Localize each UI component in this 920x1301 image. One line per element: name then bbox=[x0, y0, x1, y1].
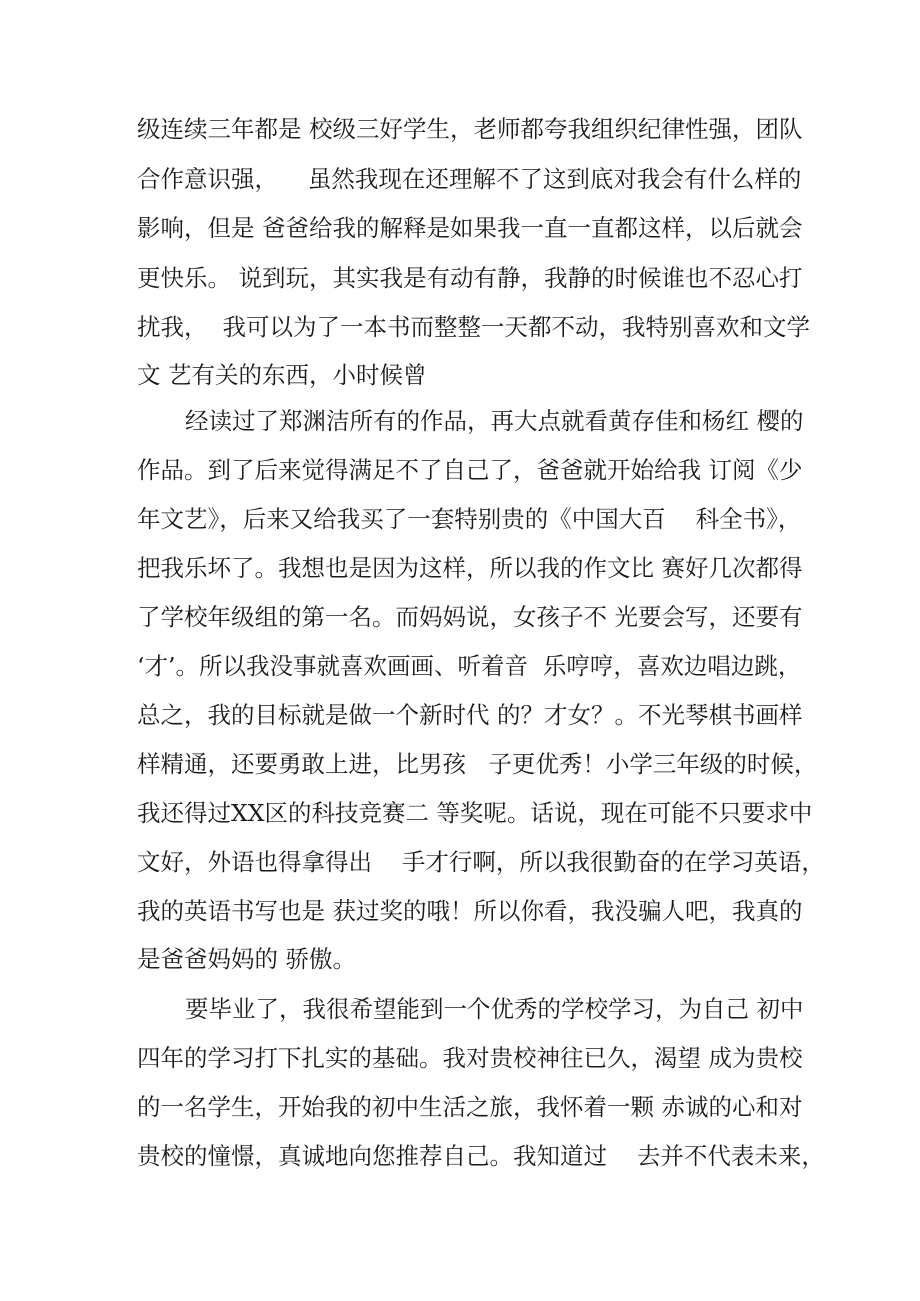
paragraph-first-line: 要毕业了，我很希望能到一个优秀的学校学习，为自己 初中 bbox=[185, 995, 804, 1023]
text-line: 作品。到了后来觉得满足不了自己了，爸爸就开始给我 订阅《少 bbox=[137, 456, 803, 484]
text-line: 文 艺有关的东西，小时候曾 bbox=[137, 361, 427, 389]
text-line: 贵校的憧憬，真诚地向您推荐自己。我知道过 去并不代表未来， bbox=[137, 1142, 825, 1170]
text-line: 是爸爸妈妈的 骄傲。 bbox=[137, 945, 356, 973]
text-line: 年文艺》，后来又给我买了一套特别贵的《中国大百 科全书》， bbox=[137, 505, 802, 533]
text-line: 扰我， 我可以为了一本书而整整一天都不动，我特别喜欢和文学 bbox=[137, 313, 810, 341]
text-line: 总之，我的目标就是做一个新时代 的？才女？。不光琴棋书画样 bbox=[137, 701, 803, 729]
text-line: 合作意识强， 虽然我现在还理解不了这到底对我会有什么样的 bbox=[137, 165, 802, 193]
text-line: 样精通，还要勇敢上进，比男孩 子更优秀！小学三年级的时候， bbox=[137, 750, 818, 778]
text-line: 影响，但是 爸爸给我的解释是如果我一直一直都这样，以后就会 bbox=[137, 214, 803, 242]
text-line: 我的英语书写也是 获过奖的哦！所以你看，我没骗人吧，我真的 bbox=[137, 897, 803, 925]
text-line: 四年的学习打下扎实的基础。我对贵校神往已久，渴望 成为贵校 bbox=[137, 1044, 803, 1072]
text-line: 把我乐坏了。我想也是因为这样，所以我的作文比 赛好几次都得 bbox=[137, 554, 803, 582]
paragraph-first-line: 经读过了郑渊洁所有的作品，再大点就看黄存佳和杨红 樱的 bbox=[185, 407, 804, 435]
text-line: 的一名学生，开始我的初中生活之旅，我怀着一颗 赤诚的心和对 bbox=[137, 1093, 803, 1121]
text-line: 文好，外语也得拿得出 手才行啊，所以我很勤奋的在学习英语， bbox=[137, 848, 825, 876]
text-line: 我还得过XX区的科技竞赛二 等奖呢。话说，现在可能不只要求中 bbox=[137, 799, 813, 827]
text-line: ‘才’。所以我没事就喜欢画画、听着音 乐哼哼，喜欢边唱边跳， bbox=[137, 652, 802, 680]
text-line: 了学校年级组的第一名。而妈妈说，女孩子不 光要会写，还要有 bbox=[137, 603, 803, 631]
text-line: 级连续三年都是 校级三好学生，老师都夸我组织纪律性强，团队 bbox=[137, 115, 803, 143]
text-line: 更快乐。 说到玩，其实我是有动有静，我静的时候谁也不忍心打 bbox=[137, 264, 803, 292]
